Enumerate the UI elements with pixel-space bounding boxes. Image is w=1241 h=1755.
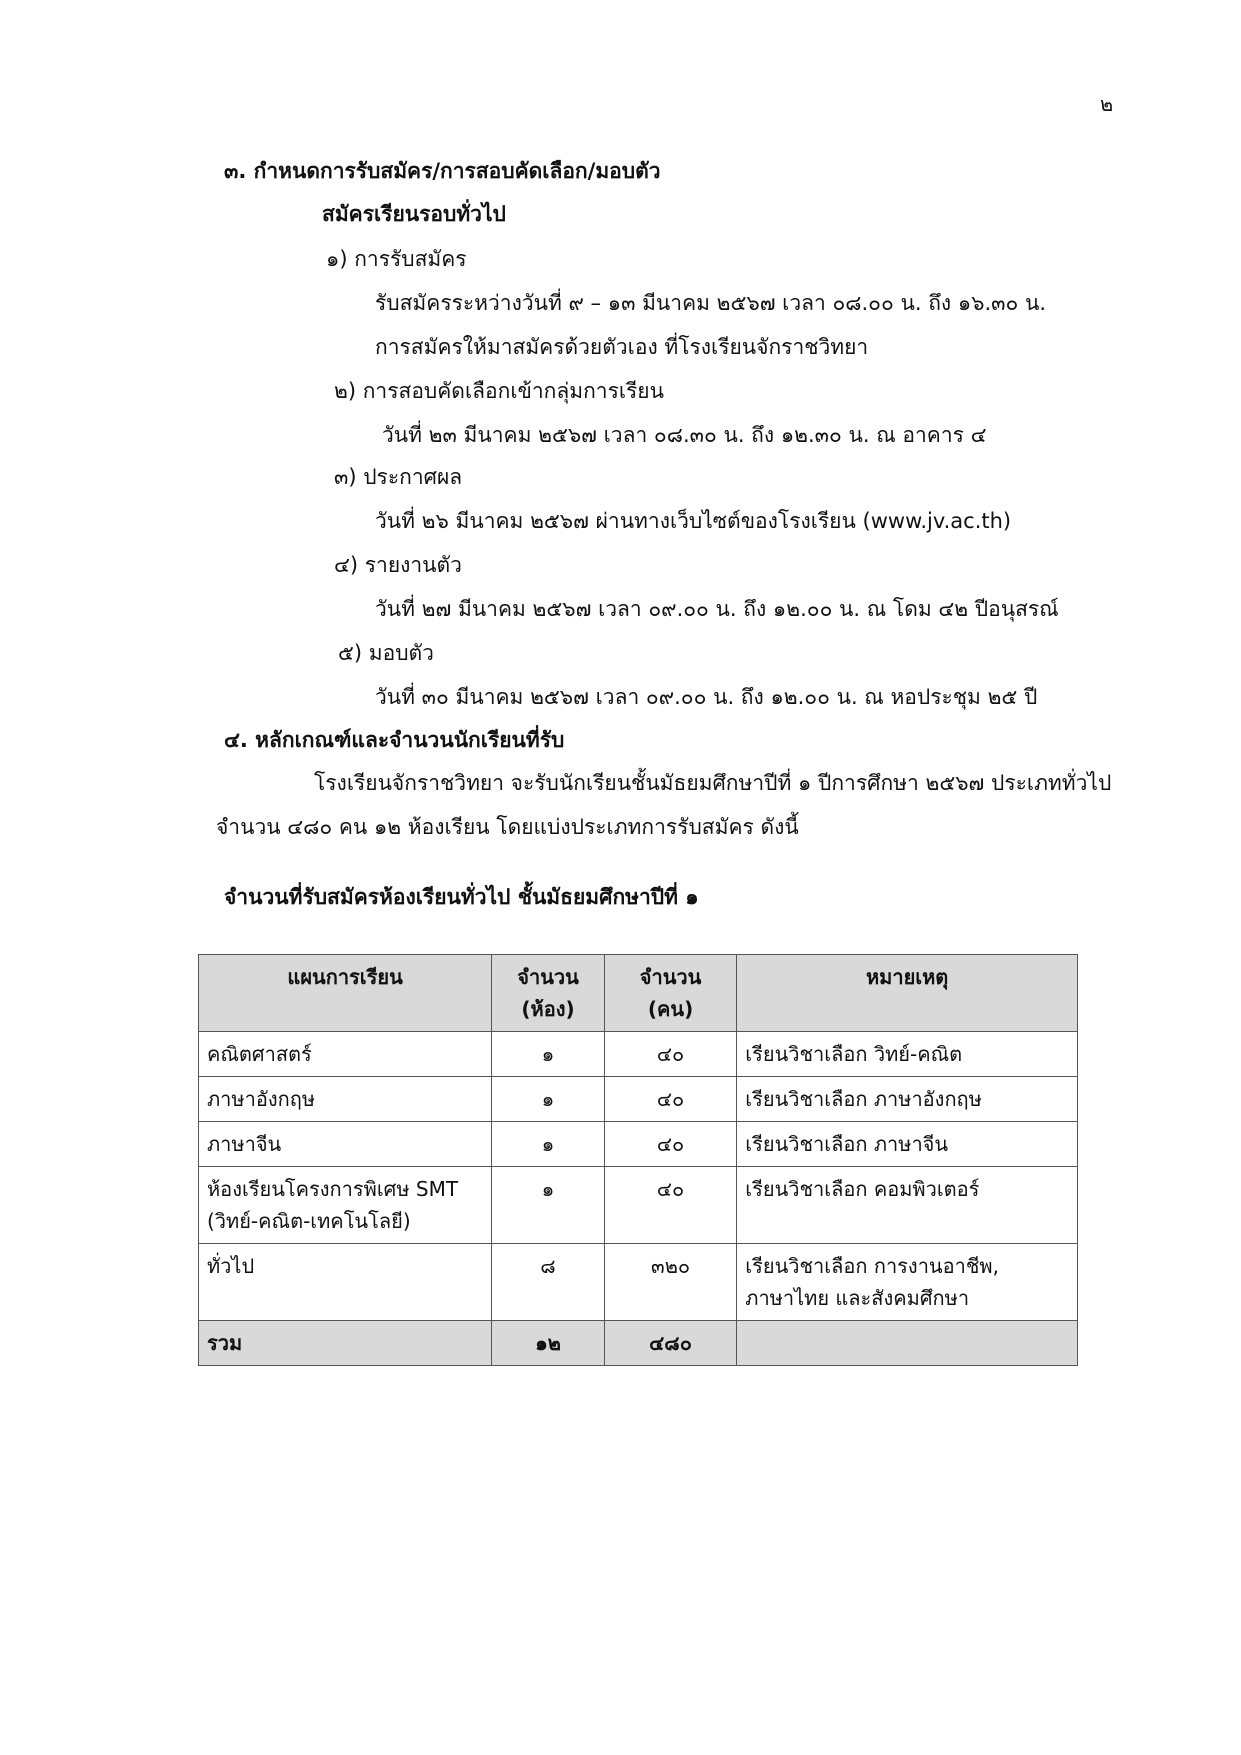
cell-note-line1: เรียนวิชาเลือก การงานอาชีพ,: [745, 1254, 999, 1278]
item4-title: ๔) รายงานตัว: [334, 553, 462, 577]
cell-plan: [199, 1032, 492, 1077]
cell-note-line2: ภาษาไทย และสังคมศึกษา: [745, 1286, 970, 1310]
admission-table: [198, 954, 1078, 1366]
cell-rooms: ๑: [492, 1077, 605, 1122]
cell-plan-line1: ห้องเรียนโครงการพิเศษ SMT: [207, 1177, 459, 1201]
header-rooms-line2: (ห้อง): [521, 997, 575, 1021]
section3-subheading: สมัครเรียนรอบทั่วไป: [322, 202, 506, 226]
table-row: [199, 1032, 1078, 1077]
total-rooms: ๑๒: [492, 1321, 605, 1366]
header-students-line2: (คน): [647, 997, 694, 1021]
cell-plan-line1: ทั่วไป: [207, 1254, 255, 1278]
cell-note: [737, 1077, 1078, 1122]
item4-line1: วันที่ ๒๗ มีนาคม ๒๕๖๗ เวลา ๐๙.๐๐ น. ถึง ๑๒.๐๐ น. ณ โดม ๔๒ ปีอนุสรณ์: [375, 597, 1059, 621]
header-plan: แผนการเรียน: [199, 955, 492, 1032]
item1-line2: การสมัครให้มาสมัครด้วยตัวเอง ที่โรงเรียนจักราชวิทยา: [375, 335, 869, 359]
cell-note: [737, 1032, 1078, 1077]
table-row: [199, 1167, 1078, 1244]
item5-title: ๕) มอบตัว: [338, 641, 434, 665]
cell-note-line1: เรียนวิชาเลือก ภาษาจีน: [745, 1132, 949, 1156]
cell-rooms: ๑: [492, 1167, 605, 1244]
cell-plan: [199, 1244, 492, 1321]
header-students: [604, 955, 736, 1032]
cell-plan: [199, 1167, 492, 1244]
item2-line1: วันที่ ๒๓ มีนาคม ๒๕๖๗ เวลา ๐๘.๓๐ น. ถึง ๑๒.๓๐ น. ณ อาคาร ๔: [382, 423, 987, 447]
section4-heading: ๔. หลักเกณฑ์และจำนวนนักเรียนที่รับ: [224, 728, 565, 752]
item1-title: ๑) การรับสมัคร: [326, 247, 467, 271]
cell-students: ๔๐: [604, 1032, 736, 1077]
section4-para-line2: จำนวน ๔๘๐ คน ๑๒ ห้องเรียน โดยแบ่งประเภทการรับสมัคร ดังนี้: [216, 815, 799, 839]
section3-heading: ๓. กำหนดการรับสมัคร/การสอบคัดเลือก/มอบตัว: [224, 159, 661, 183]
cell-note-line1: เรียนวิชาเลือก วิทย์-คณิต: [745, 1042, 963, 1066]
total-note: [737, 1321, 1078, 1366]
total-students: ๔๘๐: [604, 1321, 736, 1366]
header-students-line1: จำนวน: [639, 965, 702, 989]
item1-line1: รับสมัครระหว่างวันที่ ๙ – ๑๓ มีนาคม ๒๕๖๗ เวลา ๐๘.๐๐ น. ถึง ๑๖.๓๐ น.: [375, 291, 1047, 315]
cell-plan-line1: คณิตศาสตร์: [207, 1042, 312, 1066]
item2-title: ๒) การสอบคัดเลือกเข้ากลุ่มการเรียน: [334, 379, 664, 403]
cell-students: ๔๐: [604, 1167, 736, 1244]
table-header-row: [199, 955, 1078, 1032]
header-rooms: [492, 955, 605, 1032]
total-label: รวม: [199, 1321, 492, 1366]
table-row: [199, 1244, 1078, 1321]
cell-students: ๓๒๐: [604, 1244, 736, 1321]
cell-plan-line1: ภาษาอังกฤษ: [207, 1087, 316, 1111]
cell-students: ๔๐: [604, 1077, 736, 1122]
page-number: ๒: [1100, 92, 1114, 116]
cell-note: [737, 1122, 1078, 1167]
item5-line1: วันที่ ๓๐ มีนาคม ๒๕๖๗ เวลา ๐๙.๐๐ น. ถึง ๑๒.๐๐ น. ณ หอประชุม ๒๕ ปี: [375, 685, 1038, 709]
cell-students: ๔๐: [604, 1122, 736, 1167]
cell-plan-line1: ภาษาจีน: [207, 1132, 282, 1156]
table-row: [199, 1122, 1078, 1167]
cell-rooms: ๑: [492, 1122, 605, 1167]
section4-para-line1: โรงเรียนจักราชวิทยา จะรับนักเรียนชั้นมัธยมศึกษาปีที่ ๑ ปีการศึกษา ๒๕๖๗ ประเภททั่วไป: [314, 771, 1112, 795]
cell-note: [737, 1167, 1078, 1244]
cell-plan: [199, 1077, 492, 1122]
cell-rooms: ๑: [492, 1032, 605, 1077]
table-row: [199, 1077, 1078, 1122]
table-total-row: [199, 1321, 1078, 1366]
cell-plan: [199, 1122, 492, 1167]
cell-note-line1: เรียนวิชาเลือก ภาษาอังกฤษ: [745, 1087, 982, 1111]
cell-plan-line2: (วิทย์-คณิต-เทคโนโลยี): [207, 1209, 411, 1233]
item3-title: ๓) ประกาศผล: [334, 465, 463, 489]
cell-note: [737, 1244, 1078, 1321]
table-title: จำนวนที่รับสมัครห้องเรียนทั่วไป ชั้นมัธยมศึกษาปีที่ ๑: [224, 885, 699, 909]
item3-line1: วันที่ ๒๖ มีนาคม ๒๕๖๗ ผ่านทางเว็บไซต์ของโรงเรียน (www.jv.ac.th): [375, 509, 1012, 533]
header-rooms-line1: จำนวน: [517, 965, 579, 989]
header-note: หมายเหตุ: [737, 955, 1078, 1032]
cell-rooms: ๘: [492, 1244, 605, 1321]
cell-note-line1: เรียนวิชาเลือก คอมพิวเตอร์: [745, 1177, 980, 1201]
